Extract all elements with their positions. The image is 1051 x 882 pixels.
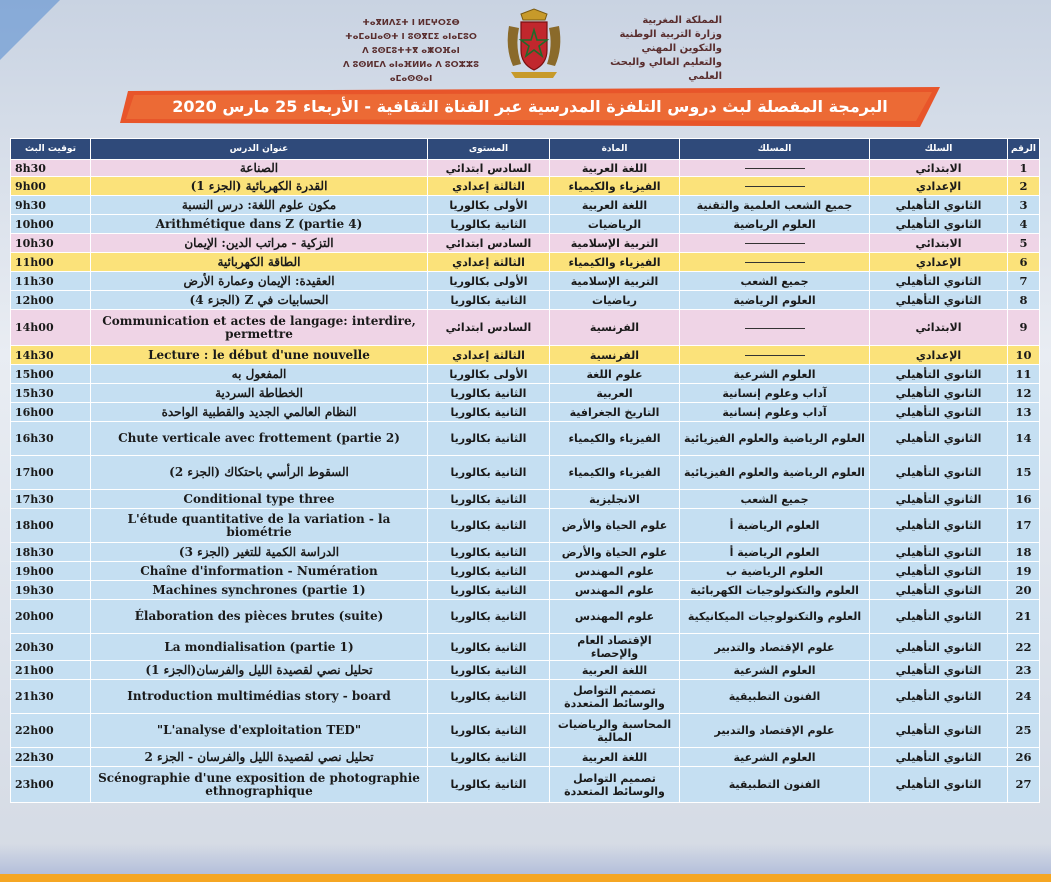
cell-time: 8h30 [11,160,91,177]
cell-time: 10h00 [11,215,91,234]
cell-lesson: السقوط الرأسي باحتكاك (الجزء 2) [91,456,428,490]
cell-time: 22h00 [11,714,91,748]
cell-lesson: القدرة الكهربائية (الجزء 1) [91,177,428,196]
cell-cycle: الابتدائي [870,234,1008,253]
cell-time: 21h00 [11,661,91,680]
cell-level: الثانية بكالوريا [428,767,550,803]
cell-num: 18 [1008,543,1040,562]
table-row [11,160,1040,177]
cell-level: الثانية بكالوريا [428,562,550,581]
cell-cycle: الابتدائي [870,310,1008,346]
cell-lesson: النظام العالمي الجديد والقطبية الواحدة [91,403,428,422]
cell-subject: رياضيات [550,291,680,310]
empty-track-dash [745,262,805,263]
cell-cycle: الثانوي التأهيلي [870,456,1008,490]
cell-track: جميع الشعب [680,272,870,291]
cell-time: 21h30 [11,680,91,714]
cell-cycle: الثانوي التأهيلي [870,291,1008,310]
table-row [11,600,1040,634]
cell-subject: الفرنسية [550,310,680,346]
cell-cycle: الثانوي التأهيلي [870,581,1008,600]
cell-time: 9h30 [11,196,91,215]
cell-level: الثانية بكالوريا [428,456,550,490]
cell-track: العلوم الرياضية [680,215,870,234]
cell-time: 10h30 [11,234,91,253]
cell-num: 21 [1008,600,1040,634]
cell-track [680,177,870,196]
cell-level: الثانية بكالوريا [428,634,550,661]
cell-time: 16h00 [11,403,91,422]
cell-track: جميع الشعب [680,490,870,509]
cell-time: 12h00 [11,291,91,310]
cell-num: 5 [1008,234,1040,253]
table-row [11,748,1040,767]
cell-num: 22 [1008,634,1040,661]
cell-num: 15 [1008,456,1040,490]
header-level: المستوى [428,139,550,160]
cell-num: 26 [1008,748,1040,767]
cell-num: 12 [1008,384,1040,403]
table-row [11,714,1040,748]
header-subject: المادة [550,139,680,160]
cell-lesson: Lecture : le début d'une nouvelle [91,346,428,365]
cell-subject: الفيزياء والكيمياء [550,422,680,456]
cell-time: 11h30 [11,272,91,291]
table-row [11,177,1040,196]
cell-time: 9h00 [11,177,91,196]
header-ministry-line: والتعليم العالي والبحث العلمي [610,57,722,82]
cell-level: الثالثة إعدادي [428,177,550,196]
cell-track: العلوم الرياضية أ [680,543,870,562]
cell-subject: المحاسبة والرياضيات المالية [550,714,680,748]
cell-num: 8 [1008,291,1040,310]
bottom-glow [0,844,1051,874]
cell-num: 19 [1008,562,1040,581]
cell-subject: تصميم التواصل والوسائط المتعددة [550,767,680,803]
cell-cycle: الثانوي التأهيلي [870,748,1008,767]
cell-subject: علوم الحياة والأرض [550,509,680,543]
cell-cycle: الثانوي التأهيلي [870,403,1008,422]
cell-num: 1 [1008,160,1040,177]
schedule-table [10,138,1040,803]
cell-track: العلوم الرياضية والعلوم الفيزيائية [680,422,870,456]
cell-level: الثانية بكالوريا [428,291,550,310]
cell-level: الثانية بكالوريا [428,215,550,234]
cell-num: 7 [1008,272,1040,291]
header-time: توقيت البث [11,139,91,160]
cell-num: 11 [1008,365,1040,384]
cell-subject: الرياضيات [550,215,680,234]
cell-cycle: الإعدادي [870,177,1008,196]
cell-track: الفنون التطبيقية [680,680,870,714]
cell-num: 10 [1008,346,1040,365]
cell-time: 18h30 [11,543,91,562]
cell-subject: تصميم التواصل والوسائط المتعددة [550,680,680,714]
header-tifinagh-line: ⴷ ⵓⵙⵎⵓⵜⵜⴳ ⴰⵥⵔⴼⴰⵏ [362,46,460,56]
header-tifinagh [336,16,486,86]
table-row [11,543,1040,562]
cell-lesson: Scénographie d'une exposition de photographie ethnographique [91,767,428,803]
cell-num: 27 [1008,767,1040,803]
empty-track-dash [745,328,805,329]
cell-subject: الإقتصاد العام والإحصاء [550,634,680,661]
cell-time: 14h00 [11,310,91,346]
cell-cycle: الثانوي التأهيلي [870,634,1008,661]
cell-track: العلوم والتكنولوجيات الميكانيكية [680,600,870,634]
cell-track: علوم الإقتصاد والتدبير [680,714,870,748]
cell-track [680,346,870,365]
cell-subject: العربية [550,384,680,403]
cell-cycle: الثانوي التأهيلي [870,714,1008,748]
cell-lesson: La mondialisation (partie 1) [91,634,428,661]
cell-time: 17h00 [11,456,91,490]
cell-num: 2 [1008,177,1040,196]
cell-track: العلوم الرياضية أ [680,509,870,543]
cell-subject: اللغة العربية [550,661,680,680]
cell-cycle: الثانوي التأهيلي [870,562,1008,581]
table-row [11,403,1040,422]
cell-track: الفنون التطبيقية [680,767,870,803]
table-row [11,253,1040,272]
header-ministry-line: والتكوين المهني [641,43,722,54]
cell-lesson: "L'analyse d'exploitation TED" [91,714,428,748]
cell-time: 23h00 [11,767,91,803]
cell-num: 16 [1008,490,1040,509]
cell-time: 15h30 [11,384,91,403]
cell-lesson: العقيدة: الإيمان وعمارة الأرض [91,272,428,291]
cell-time: 16h30 [11,422,91,456]
table-row [11,291,1040,310]
cell-cycle: الإعدادي [870,346,1008,365]
cell-num: 23 [1008,661,1040,680]
cell-lesson: Communication et actes de langage: interdire, permettre [91,310,428,346]
cell-num: 17 [1008,509,1040,543]
cell-cycle: الابتدائي [870,160,1008,177]
cell-cycle: الثانوي التأهيلي [870,680,1008,714]
cell-lesson: التزكية - مراتب الدين: الإيمان [91,234,428,253]
cell-cycle: الثانوي التأهيلي [870,384,1008,403]
cell-time: 11h00 [11,253,91,272]
cell-track: العلوم الرياضية [680,291,870,310]
cell-level: الثانية بكالوريا [428,661,550,680]
cell-cycle: الثانوي التأهيلي [870,490,1008,509]
corner-decoration [0,0,60,60]
bottom-bar [0,874,1051,882]
cell-subject: اللغة العربية [550,196,680,215]
cell-lesson: Conditional type three [91,490,428,509]
cell-cycle: الثانوي التأهيلي [870,196,1008,215]
cell-track: العلوم الشرعية [680,748,870,767]
header-ministry-line: وزارة التربية الوطنية [619,29,722,40]
cell-track: العلوم الشرعية [680,661,870,680]
cell-level: السادس ابتدائي [428,160,550,177]
cell-lesson: مكون علوم اللغة: درس النسبة [91,196,428,215]
cell-cycle: الثانوي التأهيلي [870,509,1008,543]
empty-track-dash [745,168,805,169]
cell-track: العلوم والتكنولوجيات الكهربائية [680,581,870,600]
cell-lesson: L'étude quantitative de la variation - la biométrie [91,509,428,543]
cell-level: الثانية بكالوريا [428,543,550,562]
cell-track: العلوم الرياضية والعلوم الفيزيائية [680,456,870,490]
cell-subject: اللغة العربية [550,160,680,177]
cell-lesson: Machines synchrones (partie 1) [91,581,428,600]
cell-lesson: الطاقة الكهربائية [91,253,428,272]
table-row [11,234,1040,253]
header-lesson: عنوان الدرس [91,139,428,160]
cell-track [680,310,870,346]
header-tifinagh-line: ⴷ ⵓⵙⵍⵎⴷ ⴰⵏⴰⴼⵍⵍⴰ ⴷ ⵓⵔⵣⵣⵓ ⴰⵎⴰⵙⵙⴰⵏ [342,60,479,84]
header-ministry-line: المملكة المغربية [642,15,722,26]
cell-cycle: الثانوي التأهيلي [870,272,1008,291]
cell-subject: الفرنسية [550,346,680,365]
header-num: الرقم [1008,139,1040,160]
cell-cycle: الثانوي التأهيلي [870,422,1008,456]
cell-track: آداب وعلوم إنسانية [680,384,870,403]
cell-track [680,234,870,253]
cell-cycle: الإعدادي [870,253,1008,272]
cell-level: الثانية بكالوريا [428,384,550,403]
cell-time: 15h00 [11,365,91,384]
cell-lesson: تحليل نصي لقصيدة الليل والفرسان - الجزء 2 [91,748,428,767]
cell-level: الأولى بكالوريا [428,196,550,215]
cell-num: 6 [1008,253,1040,272]
cell-cycle: الثانوي التأهيلي [870,543,1008,562]
cell-lesson: الدراسة الكمية للتغير (الجزء 3) [91,543,428,562]
cell-level: الثانية بكالوريا [428,422,550,456]
table-row [11,509,1040,543]
cell-track [680,160,870,177]
cell-time: 19h00 [11,562,91,581]
cell-track: العلوم الشرعية [680,365,870,384]
cell-lesson: تحليل نصي لقصيدة الليل والفرسان(الجزء 1) [91,661,428,680]
table-row [11,196,1040,215]
cell-time: 14h30 [11,346,91,365]
table-row [11,365,1040,384]
cell-time: 20h30 [11,634,91,661]
cell-lesson: الخطاطة السردية [91,384,428,403]
cell-lesson: Élaboration des pièces brutes (suite) [91,600,428,634]
cell-cycle: الثانوي التأهيلي [870,215,1008,234]
cell-level: الثانية بكالوريا [428,714,550,748]
cell-subject: علوم الحياة والأرض [550,543,680,562]
table-row [11,767,1040,803]
table-row [11,272,1040,291]
cell-subject: التاريخ الجغرافية [550,403,680,422]
cell-num: 24 [1008,680,1040,714]
cell-track: آداب وعلوم إنسانية [680,403,870,422]
cell-level: الثانية بكالوريا [428,748,550,767]
cell-track: العلوم الرياضية ب [680,562,870,581]
cell-time: 19h30 [11,581,91,600]
cell-lesson: Arithmétique dans Z (partie 4) [91,215,428,234]
cell-level: السادس ابتدائي [428,310,550,346]
cell-subject: علوم اللغة [550,365,680,384]
header-ministry [600,14,722,84]
header-track: المسلك [680,139,870,160]
table-row [11,490,1040,509]
table-row [11,215,1040,234]
header-tifinagh-line: ⵜⴰⴳⵍⴷⵉⵜ ⵏ ⵍⵎⵖⵔⵉⴱ [362,18,460,28]
cell-cycle: الثانوي التأهيلي [870,661,1008,680]
cell-level: الثالثة إعدادي [428,253,550,272]
table-row [11,346,1040,365]
cell-subject: علوم المهندس [550,562,680,581]
page-title: البرمجة المفصلة لبث دروس التلفزة المدرسية عبر القناة الثقافية - الأربعاء 25 مارس 2020 [172,97,888,116]
cell-lesson: المفعول به [91,365,428,384]
cell-level: الثانية بكالوريا [428,490,550,509]
cell-time: 17h30 [11,490,91,509]
table-row [11,456,1040,490]
cell-time: 18h00 [11,509,91,543]
cell-subject: علوم المهندس [550,600,680,634]
cell-level: الأولى بكالوريا [428,365,550,384]
cell-subject: الانجليزية [550,490,680,509]
cell-num: 25 [1008,714,1040,748]
cell-lesson: Chaîne d'information - Numération [91,562,428,581]
cell-subject: اللغة العربية [550,748,680,767]
cell-cycle: الثانوي التأهيلي [870,600,1008,634]
cell-lesson: Chute verticale avec frottement (partie 2) [91,422,428,456]
table-row [11,634,1040,661]
cell-level: السادس ابتدائي [428,234,550,253]
table-row [11,310,1040,346]
cell-subject: الفيزياء والكيمياء [550,177,680,196]
table-row [11,661,1040,680]
table-row [11,384,1040,403]
empty-track-dash [745,355,805,356]
empty-track-dash [745,186,805,187]
table-row [11,581,1040,600]
cell-level: الثانية بكالوريا [428,600,550,634]
header-tifinagh-line: ⵜⴰⵎⴰⵡⴰⵙⵜ ⵏ ⵓⵙⴳⵎⵉ ⴰⵏⴰⵎⵓⵔ [345,32,477,42]
cell-cycle: الثانوي التأهيلي [870,365,1008,384]
cell-subject: الفيزياء والكيمياء [550,253,680,272]
cell-track: جميع الشعب العلمية والتقنية [680,196,870,215]
empty-track-dash [745,243,805,244]
coat-of-arms-icon [499,8,569,82]
cell-num: 4 [1008,215,1040,234]
cell-lesson: Introduction multimédias story - board [91,680,428,714]
cell-level: الثانية بكالوريا [428,509,550,543]
cell-subject: علوم المهندس [550,581,680,600]
cell-subject: الفيزياء والكيمياء [550,456,680,490]
cell-level: الأولى بكالوريا [428,272,550,291]
cell-num: 14 [1008,422,1040,456]
table-row [11,422,1040,456]
cell-track [680,253,870,272]
cell-level: الثانية بكالوريا [428,680,550,714]
cell-num: 20 [1008,581,1040,600]
cell-time: 22h30 [11,748,91,767]
table-header-row [11,139,1040,160]
cell-level: الثانية بكالوريا [428,403,550,422]
cell-num: 13 [1008,403,1040,422]
table-row [11,680,1040,714]
cell-num: 3 [1008,196,1040,215]
cell-time: 20h00 [11,600,91,634]
cell-subject: التربية الإسلامية [550,234,680,253]
cell-subject: التربية الإسلامية [550,272,680,291]
cell-level: الثالثة إعدادي [428,346,550,365]
cell-track: علوم الإقتصاد والتدبير [680,634,870,661]
header-cycle: السلك [870,139,1008,160]
cell-lesson: الصناعة [91,160,428,177]
cell-cycle: الثانوي التأهيلي [870,767,1008,803]
cell-num: 9 [1008,310,1040,346]
cell-level: الثانية بكالوريا [428,581,550,600]
table-row [11,562,1040,581]
cell-lesson: الحسابيات في Z (الجزء 4) [91,291,428,310]
